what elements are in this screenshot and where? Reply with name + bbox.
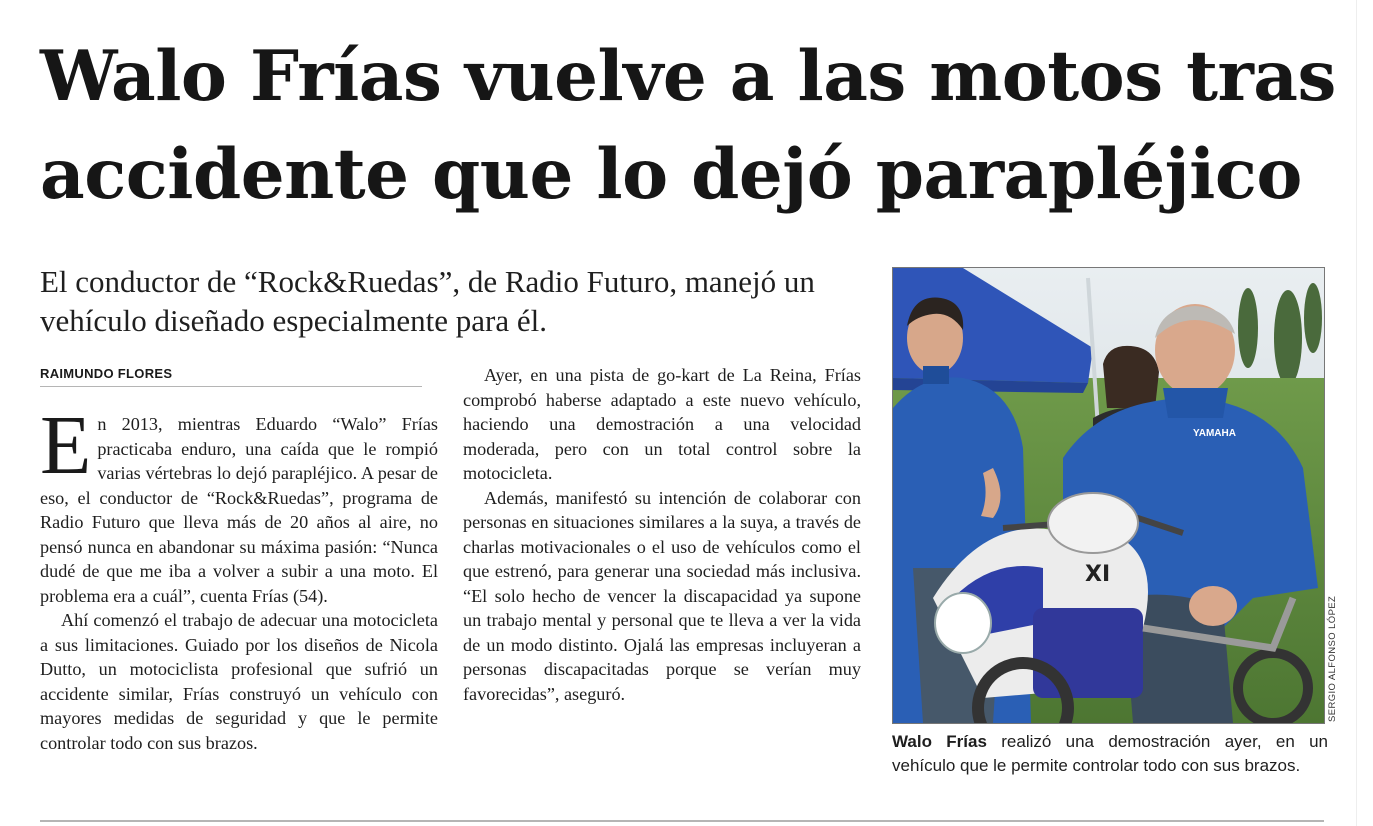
caption-name: Walo Frías (892, 732, 987, 751)
bottom-rule (40, 820, 1324, 822)
jacket-logo: YAMAHA (1193, 428, 1236, 439)
headline: Walo Frías vuelve a las motos tras accidente que lo dejó parapléjico (40, 36, 1336, 215)
paragraph-3: Ayer, en una pista de go-kart de La Reina, Frías comprobó haberse adaptado a este nuevo vehículo, haciendo una demostración a una velocidad moderada, pero con un total control sobre la motocicleta. (463, 365, 861, 483)
article-photo (892, 267, 1325, 724)
page-edge (1356, 0, 1373, 826)
article-column-2 (463, 363, 861, 706)
paragraph-1 (40, 399, 438, 608)
byline: RAIMUNDO FLORES (40, 366, 422, 387)
drop-cap: E (40, 399, 92, 492)
photo-illustration (893, 268, 1324, 723)
caption-text: realizó una demostración ayer, en un vehículo que le permite controlar todo con sus brazos. (892, 732, 1328, 775)
paragraph-1-text: n 2013, mientras Eduardo “Walo” Frías practicaba enduro, una caída que le rompió varias vértebras lo dejó parapléjico. A pesar de eso, el conductor de “Rock&Ruedas”, programa de Radio Futuro que lleva más de 20 años al aire, no pensó nunca en abandonar su máxima pasión: “Nunca dudé de que me iba a volver a subir a una moto. El problema era a cuál”, cuenta Frías (54). (40, 414, 438, 606)
paragraph-4: Además, manifestó su intención de colaborar con personas en situaciones similares a la suya, a través de charlas motivacionales o el uso de vehículos como el que estrenó, para generar una sociedad más inclusiva. “El solo hecho de vencer la discapacidad ya supone un trabajo mental y personal que te lleva a ver la vida de un modo distinto. Ojalá las empresas incluyeran a personas discapacitadas porque se verían muy favorecidas”, aseguró. (463, 487, 861, 704)
photo-credit: SERGIO ALFONSO LÓPEZ (1327, 595, 1338, 722)
subheadline: El conductor de “Rock&Ruedas”, de Radio Futuro, manejó un vehículo diseñado especialmente para él. (40, 264, 815, 338)
photo-caption (892, 730, 1328, 778)
paragraph-2: Ahí comenzó el trabajo de adecuar una motocicleta a sus limitaciones. Guiado por los diseños de Nicola Dutto, un motociclista profesional que sufrió un accidente similar, Frías construyó un vehículo con mayores medidas de seguridad y que le permite controlar todo con sus brazos. (40, 610, 438, 753)
article-column-1 (40, 399, 438, 755)
svg-text:XI: XI (1085, 562, 1111, 587)
